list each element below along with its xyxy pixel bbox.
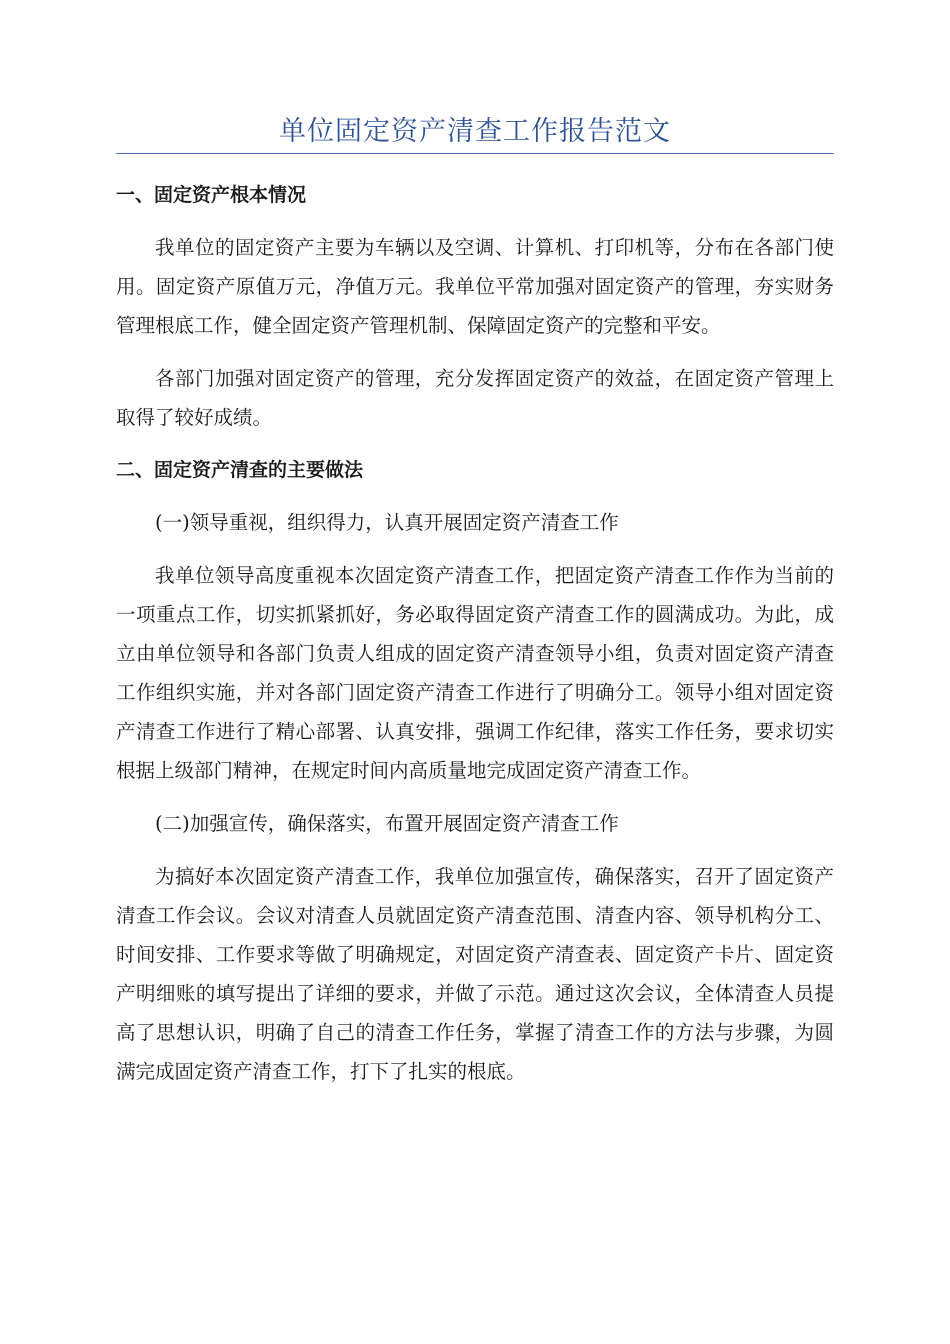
section-heading-1: 一、固定资产根本情况 xyxy=(116,184,307,206)
paragraph: 我单位的固定资产主要为车辆以及空调、计算机、打印机等，分布在各部门使用。固定资产原值万元，净值万元。我单位平常加强对固定资产的管理，夯实财务管理根底工作，健全固定资产管理机制、保障固定资产的完整和平安。 xyxy=(116,236,834,337)
paragraph: 为搞好本次固定资产清查工作，我单位加强宣传，确保落实，召开了固定资产清查工作会议。会议对清查人员就固定资产清查范围、清查内容、领导机构分工、时间安排、工作要求等做了明确规定，对固定资产清查表、固定资产卡片、固定资产明细账的填写提出了详细的要求，并做了示范。通过这次会议，全体清查人员提高了思想认识，明确了自己的清查工作任务，掌握了清查工作的方法与步骤，为圆满完成固定资产清查工作，打下了扎实的根底。 xyxy=(116,865,834,1083)
paragraph: 各部门加强对固定资产的管理，充分发挥固定资产的效益，在固定资产管理上取得了较好成绩。 xyxy=(116,367,834,429)
title-underline xyxy=(116,153,834,154)
paragraph: 我单位领导高度重视本次固定资产清查工作，把固定资产清查工作作为当前的一项重点工作，切实抓紧抓好，务必取得固定资产清查工作的圆满成功。为此，成立由单位领导和各部门负责人组成的固定资产清查领导小组，负责对固定资产清查工作组织实施，并对各部门固定资产清查工作进行了明确分工。领导小组对固定资产清查工作进行了精心部署、认真安排，强调工作纪律，落实工作任务，要求切实根据上级部门精神，在规定时间内高质量地完成固定资产清查工作。 xyxy=(116,564,834,782)
document-title: 单位固定资产清查工作报告范文 xyxy=(279,116,671,147)
section-heading-2: 二、固定资产清查的主要做法 xyxy=(116,459,364,481)
subheading-2: (二)加强宣传，确保落实，布置开展固定资产清查工作 xyxy=(155,812,619,835)
subheading-1: (一)领导重视，组织得力，认真开展固定资产清查工作 xyxy=(155,511,619,534)
document-body xyxy=(116,176,834,1105)
